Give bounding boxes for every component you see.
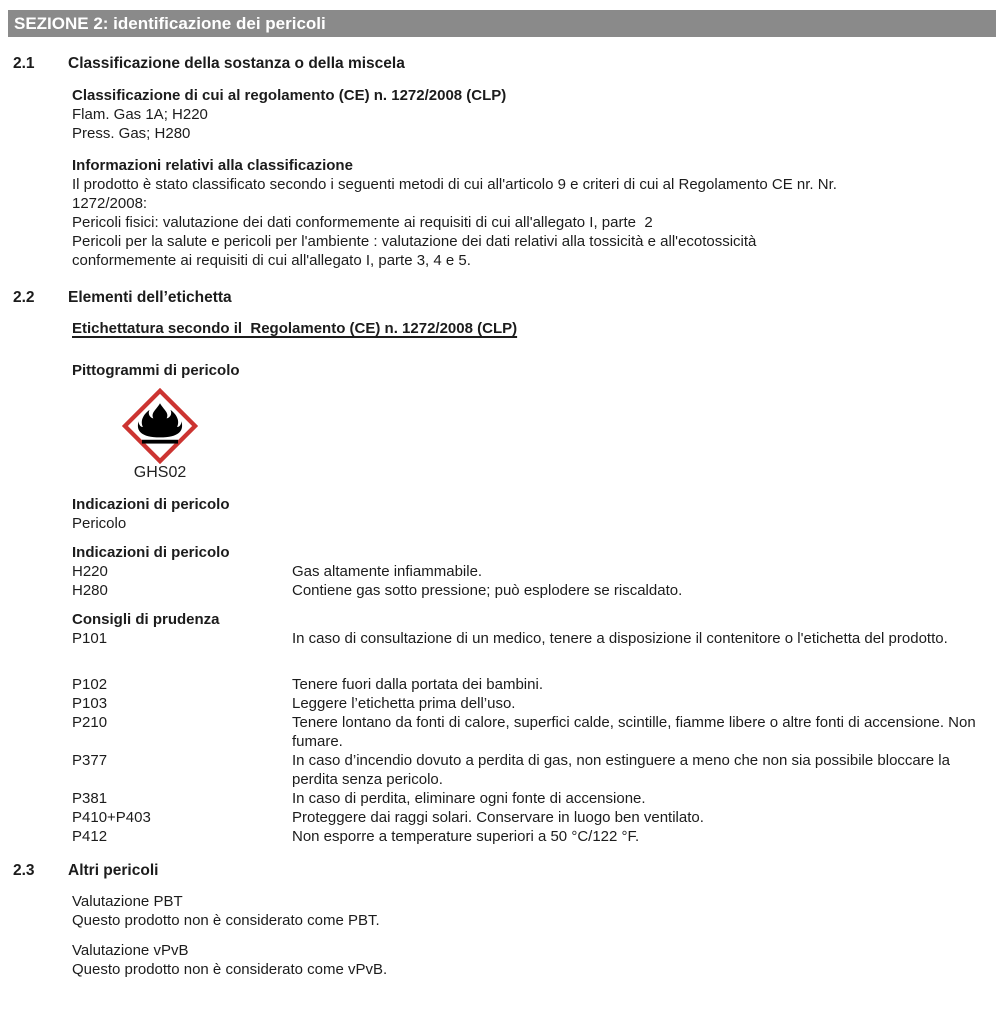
classification-info-heading: Informazioni relativi alla classificazione — [72, 157, 353, 174]
hazard-statement-row — [72, 581, 990, 600]
hazard-code: H220 — [72, 563, 108, 580]
hazard-text: Contiene gas sotto pressione; può esplodere se riscaldato. — [292, 582, 683, 599]
precaution-code: P210 — [72, 714, 108, 731]
precaution-text: Tenere fuori dalla portata dei bambini. — [292, 676, 543, 693]
subsection-number: 2.1 — [13, 55, 35, 72]
subsection-2-2-content — [72, 319, 990, 846]
classification-info-line: Il prodotto è stato classificato secondo i seguenti metodi di cui all'articolo 9 e criteri di cui al Regolamento CE nr. Nr. — [72, 176, 837, 193]
subsection-title: Elementi dell’etichetta — [68, 289, 232, 306]
precaution-text: In caso d’incendio dovuto a perdita di gas, non estinguere a meno che non sia possibile bloccare la perdita senza pericolo. — [292, 752, 950, 788]
vpvb-text: Questo prodotto non è considerato come vPvB. — [72, 961, 388, 978]
precaution-code: P103 — [72, 695, 108, 712]
precautionary-statement-row — [72, 789, 990, 808]
precaution-code: P381 — [72, 790, 108, 807]
precautionary-statement-row — [72, 675, 990, 694]
precaution-text: Proteggere dai raggi solari. Conservare in luogo ben ventilato. — [292, 809, 704, 826]
precaution-code: P102 — [72, 676, 108, 693]
precautionary-statement-row — [72, 629, 990, 648]
hazard-statements-heading: Indicazioni di pericolo — [72, 544, 230, 561]
hazard-text: Gas altamente infiammabile. — [292, 563, 483, 580]
classification-line: Press. Gas; H280 — [72, 125, 191, 142]
classification-info-line: Pericoli fisici: valutazione dei dati conformemente ai requisiti di cui all'allegato I, parte 2 — [72, 214, 653, 231]
subsection-title: Classificazione della sostanza o della miscela — [68, 55, 405, 72]
pbt-text: Questo prodotto non è considerato come PBT. — [72, 912, 380, 929]
precaution-text: Tenere lontano da fonti di calore, superfici calde, scintille, fiamme libere o altre fonti di accensione. Non fumare. — [292, 714, 976, 750]
classification-line: Flam. Gas 1A; H220 — [72, 106, 208, 123]
subsection-2-3-content — [72, 892, 990, 979]
precautionary-statement-row — [72, 694, 990, 713]
hazard-statement-row — [72, 562, 990, 581]
precaution-code: P101 — [72, 630, 108, 647]
subsection-2-1-heading — [13, 54, 1000, 73]
precautionary-statement-row — [72, 827, 990, 846]
pbt-heading: Valutazione PBT — [72, 893, 183, 910]
precaution-code: P377 — [72, 752, 108, 769]
precautionary-statement-row — [72, 713, 990, 751]
section-header-bar — [8, 10, 996, 37]
subsection-number: 2.2 — [13, 289, 35, 306]
ghs02-pictogram-block — [120, 388, 200, 481]
precautionary-statement-row — [72, 808, 990, 827]
classification-heading: Classificazione di cui al regolamento (CE) n. 1272/2008 (CLP) — [72, 87, 507, 104]
precaution-text: Leggere l’etichetta prima dell’uso. — [292, 695, 516, 712]
classification-info-line: Pericoli per la salute e pericoli per l'ambiente : valutazione dei dati relativi alla tossicità e all'ecotossicità — [72, 233, 757, 250]
precaution-text: In caso di perdita, eliminare ogni fonte di accensione. — [292, 790, 646, 807]
pictograms-heading: Pittogrammi di pericolo — [72, 362, 240, 379]
classification-info-line: 1272/2008: — [72, 195, 148, 212]
precautionary-statement-row — [72, 751, 990, 789]
ghs02-flame-icon — [122, 388, 198, 464]
subsection-2-1-content — [72, 86, 990, 270]
precaution-text: Non esporre a temperature superiori a 50 °C/122 °F. — [292, 828, 640, 845]
signal-word-heading: Indicazioni di pericolo — [72, 496, 230, 513]
precaution-code: P412 — [72, 828, 108, 845]
signal-word: Pericolo — [72, 515, 127, 532]
section-title: SEZIONE 2: identificazione dei pericoli — [14, 14, 326, 33]
precautionary-statements-heading: Consigli di prudenza — [72, 611, 220, 628]
classification-info-line: conformemente ai requisiti di cui all'allegato I, parte 3, 4 e 5. — [72, 252, 471, 269]
precaution-text: In caso di consultazione di un medico, tenere a disposizione il contenitore o l'etichetta del prodotto. — [292, 630, 948, 647]
subsection-2-3-heading — [13, 861, 1000, 880]
subsection-title: Altri pericoli — [68, 862, 159, 879]
ghs02-pictogram-label: GHS02 — [133, 464, 187, 481]
labelling-heading: Etichettatura secondo il Regolamento (CE) n. 1272/2008 (CLP) — [72, 320, 518, 337]
subsection-2-2-heading — [13, 288, 1000, 307]
subsection-number: 2.3 — [13, 862, 35, 879]
hazard-code: H280 — [72, 582, 108, 599]
vpvb-heading: Valutazione vPvB — [72, 942, 189, 959]
precaution-code: P410+P403 — [72, 809, 151, 826]
